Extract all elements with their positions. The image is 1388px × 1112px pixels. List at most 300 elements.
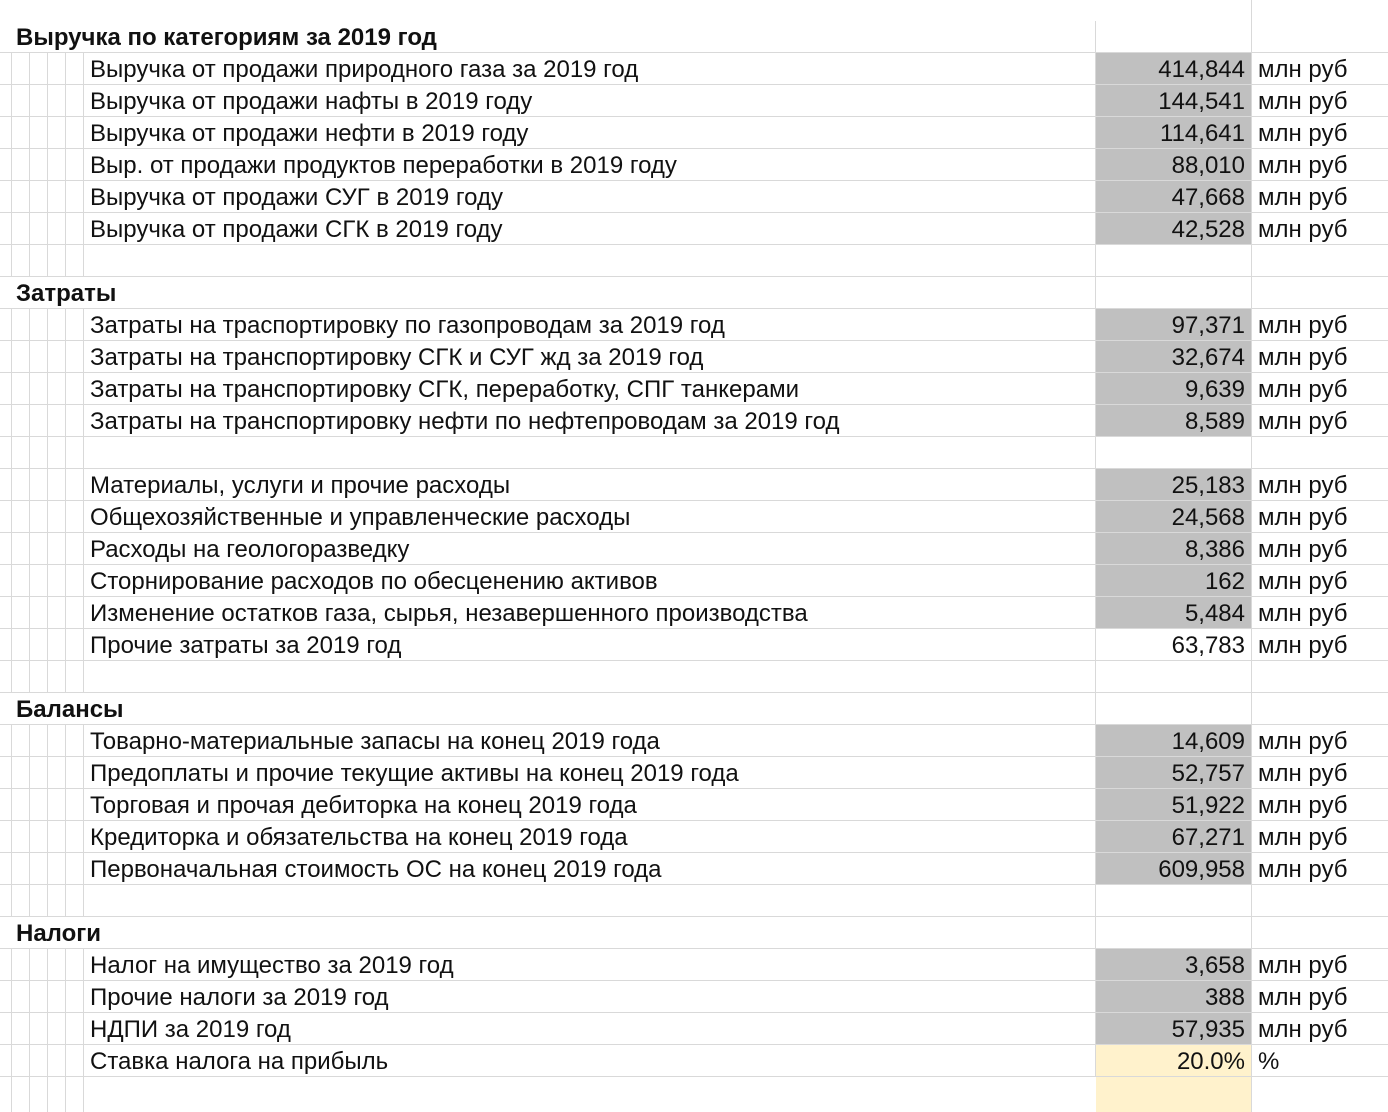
grid-cell[interactable] (0, 21, 12, 53)
data-row (0, 341, 1388, 373)
value-cell[interactable] (1096, 85, 1252, 117)
grid-cell[interactable] (30, 1045, 48, 1077)
grid-cell[interactable] (12, 245, 30, 277)
row-unit: млн руб (1258, 504, 1348, 531)
unit-cell[interactable] (1252, 117, 1388, 149)
label-cell[interactable] (84, 917, 1096, 949)
grid-cell[interactable] (0, 405, 12, 437)
grid-cell[interactable] (0, 565, 12, 597)
grid-cell[interactable] (30, 597, 48, 629)
data-row (0, 309, 1388, 341)
grid-cell[interactable] (48, 85, 66, 117)
grid-cell[interactable] (30, 53, 48, 85)
value-cell[interactable] (1096, 373, 1252, 405)
grid-cell[interactable] (12, 949, 30, 981)
label-cell[interactable] (84, 245, 1096, 277)
grid-cell[interactable] (48, 501, 66, 533)
unit-cell[interactable] (1252, 85, 1388, 117)
section-title: Затраты (16, 280, 117, 307)
label-cell[interactable] (84, 437, 1096, 469)
unit-cell[interactable] (1252, 597, 1388, 629)
data-row (0, 1013, 1388, 1045)
grid-cell[interactable] (66, 661, 84, 693)
row-unit: млн руб (1258, 792, 1348, 819)
grid-cell[interactable] (0, 693, 12, 725)
label-cell[interactable] (84, 373, 1096, 405)
value-cell[interactable] (1096, 757, 1252, 789)
value-cell[interactable] (1096, 213, 1252, 245)
grid-cell[interactable] (66, 469, 84, 501)
grid-cell[interactable] (30, 981, 48, 1013)
data-row (0, 981, 1388, 1013)
unit-cell[interactable] (1252, 149, 1388, 181)
grid-cell[interactable] (66, 85, 84, 117)
grid-cell[interactable] (48, 661, 66, 693)
grid-cell[interactable] (0, 661, 12, 693)
label-cell[interactable] (84, 853, 1096, 885)
grid-cell[interactable] (30, 853, 48, 885)
grid-cell[interactable] (30, 885, 48, 917)
label-cell[interactable] (84, 821, 1096, 853)
grid-cell[interactable] (30, 405, 48, 437)
value-cell[interactable] (1096, 149, 1252, 181)
row-label: Изменение остатков газа, сырья, незавершенного производства (90, 600, 808, 627)
grid-cell[interactable] (12, 629, 30, 661)
grid-cell[interactable] (30, 949, 48, 981)
unit-cell[interactable] (1252, 277, 1388, 309)
row-value: 47,668 (1171, 184, 1245, 211)
grid-cell[interactable] (0, 213, 12, 245)
data-row (0, 533, 1388, 565)
grid-cell[interactable] (0, 181, 12, 213)
grid-cell[interactable] (30, 629, 48, 661)
label-cell[interactable] (84, 981, 1096, 1013)
unit-cell[interactable] (1252, 789, 1388, 821)
label-cell[interactable] (84, 949, 1096, 981)
grid-cell[interactable] (48, 949, 66, 981)
row-value: 609,958 (1158, 856, 1245, 883)
grid-cell[interactable] (30, 149, 48, 181)
row-value: 144,541 (1158, 88, 1245, 115)
value-cell[interactable] (1096, 53, 1252, 85)
grid-cell[interactable] (12, 533, 30, 565)
grid-cell[interactable] (30, 117, 48, 149)
grid-cell[interactable] (48, 725, 66, 757)
grid-cell[interactable] (12, 181, 30, 213)
rate-cell-extension (0, 1077, 1388, 1112)
unit-cell[interactable] (1252, 661, 1388, 693)
grid-cell[interactable] (0, 949, 12, 981)
grid-cell[interactable] (0, 53, 12, 85)
grid-cell[interactable] (30, 821, 48, 853)
unit-cell[interactable] (1252, 821, 1388, 853)
unit-cell[interactable] (1252, 309, 1388, 341)
value-cell[interactable] (1096, 341, 1252, 373)
grid-cell[interactable] (0, 1077, 12, 1112)
grid-cell[interactable] (66, 373, 84, 405)
label-cell[interactable] (84, 597, 1096, 629)
label-cell[interactable] (84, 565, 1096, 597)
grid-cell[interactable] (12, 373, 30, 405)
grid-cell[interactable] (66, 885, 84, 917)
grid-cell[interactable] (48, 405, 66, 437)
label-cell[interactable] (84, 469, 1096, 501)
grid-cell[interactable] (66, 821, 84, 853)
grid-cell[interactable] (12, 117, 30, 149)
grid-cell[interactable] (66, 1013, 84, 1045)
value-cell[interactable] (1096, 21, 1252, 53)
grid-cell[interactable] (30, 85, 48, 117)
grid-cell[interactable] (48, 885, 66, 917)
row-label: Предоплаты и прочие текущие активы на конец 2019 года (90, 760, 739, 787)
label-cell[interactable] (84, 341, 1096, 373)
grid-cell[interactable] (12, 1077, 30, 1112)
unit-cell[interactable] (1252, 437, 1388, 469)
grid-cell[interactable] (0, 917, 12, 949)
grid-cell[interactable] (66, 213, 84, 245)
label-cell[interactable] (84, 1013, 1096, 1045)
label-cell[interactable] (84, 117, 1096, 149)
unit-cell[interactable] (1252, 1045, 1388, 1077)
value-cell[interactable] (1096, 821, 1252, 853)
grid-cell[interactable] (12, 981, 30, 1013)
grid-cell[interactable] (66, 565, 84, 597)
value-cell[interactable] (1096, 469, 1252, 501)
data-row (0, 725, 1388, 757)
grid-cell[interactable] (48, 757, 66, 789)
grid-cell[interactable] (12, 757, 30, 789)
grid-cell[interactable] (30, 213, 48, 245)
grid-cell[interactable] (30, 1013, 48, 1045)
unit-cell[interactable] (1252, 405, 1388, 437)
grid-cell[interactable] (30, 501, 48, 533)
value-cell[interactable] (1096, 277, 1252, 309)
grid-cell[interactable] (0, 245, 12, 277)
grid-cell[interactable] (0, 309, 12, 341)
grid-cell[interactable] (66, 533, 84, 565)
value-cell[interactable] (1096, 725, 1252, 757)
unit-cell[interactable] (1252, 21, 1388, 53)
data-row (0, 565, 1388, 597)
grid-cell[interactable] (0, 885, 12, 917)
grid-cell[interactable] (66, 981, 84, 1013)
value-cell[interactable] (1096, 693, 1252, 725)
grid-cell[interactable] (48, 629, 66, 661)
grid-cell[interactable] (0, 725, 12, 757)
grid-cell[interactable] (12, 725, 30, 757)
grid-cell[interactable] (12, 405, 30, 437)
grid-cell[interactable] (12, 821, 30, 853)
unit-cell[interactable] (1252, 853, 1388, 885)
grid-cell[interactable] (66, 149, 84, 181)
grid-cell[interactable] (12, 885, 30, 917)
grid-cell[interactable] (66, 341, 84, 373)
unit-cell[interactable] (1252, 373, 1388, 405)
label-cell[interactable] (84, 85, 1096, 117)
value-cell[interactable] (1096, 565, 1252, 597)
row-unit: млн руб (1258, 760, 1348, 787)
grid-cell[interactable] (30, 469, 48, 501)
grid-cell[interactable] (66, 501, 84, 533)
data-row (0, 629, 1388, 661)
unit-cell[interactable] (1252, 885, 1388, 917)
row-unit: млн руб (1258, 568, 1348, 595)
unit-cell[interactable] (1252, 469, 1388, 501)
label-cell[interactable] (84, 757, 1096, 789)
grid-cell[interactable] (48, 533, 66, 565)
value-cell[interactable] (1096, 533, 1252, 565)
grid-cell[interactable] (30, 309, 48, 341)
unit-cell[interactable] (1252, 533, 1388, 565)
grid-cell[interactable] (48, 469, 66, 501)
grid-cell[interactable] (0, 981, 12, 1013)
grid-cell[interactable] (48, 245, 66, 277)
grid-cell[interactable] (66, 405, 84, 437)
unit-cell[interactable] (1252, 501, 1388, 533)
grid-cell[interactable] (66, 789, 84, 821)
grid-cell[interactable] (48, 117, 66, 149)
grid-cell[interactable] (12, 597, 30, 629)
grid-cell[interactable] (0, 469, 12, 501)
rate-cell-fill[interactable] (1096, 1077, 1252, 1112)
grid-cell[interactable] (66, 1077, 84, 1112)
row-label: Сторнирование расходов по обесценению активов (90, 568, 658, 595)
grid-cell[interactable] (12, 789, 30, 821)
grid-cell[interactable] (66, 309, 84, 341)
value-cell[interactable] (1096, 949, 1252, 981)
grid-cell[interactable] (12, 437, 30, 469)
unit-cell[interactable] (1252, 917, 1388, 949)
row-unit: млн руб (1258, 632, 1348, 659)
value-cell[interactable] (1096, 245, 1252, 277)
grid-cell[interactable] (0, 85, 12, 117)
unit-cell[interactable] (1252, 213, 1388, 245)
grid-cell[interactable] (66, 117, 84, 149)
grid-cell[interactable] (66, 597, 84, 629)
grid-cell[interactable] (12, 501, 30, 533)
row-unit: млн руб (1258, 376, 1348, 403)
label-cell[interactable] (84, 661, 1096, 693)
label-cell[interactable] (84, 405, 1096, 437)
grid-cell[interactable] (66, 853, 84, 885)
label-cell[interactable] (84, 277, 1096, 309)
grid-cell[interactable] (48, 373, 66, 405)
grid-cell[interactable] (66, 725, 84, 757)
grid-cell[interactable] (0, 501, 12, 533)
value-cell[interactable] (1096, 917, 1252, 949)
grid-cell[interactable] (12, 149, 30, 181)
grid-cell[interactable] (12, 53, 30, 85)
grid-cell[interactable] (30, 565, 48, 597)
grid-cell[interactable] (66, 949, 84, 981)
value-cell[interactable] (1096, 629, 1252, 661)
grid-cell[interactable] (30, 661, 48, 693)
grid-cell[interactable] (66, 437, 84, 469)
value-cell[interactable] (1096, 853, 1252, 885)
label-cell[interactable] (84, 149, 1096, 181)
grid-cell[interactable] (66, 1045, 84, 1077)
grid-cell[interactable] (48, 1045, 66, 1077)
grid-cell[interactable] (12, 853, 30, 885)
grid-cell[interactable] (48, 53, 66, 85)
row-value: 388 (1204, 984, 1245, 1011)
grid-cell[interactable] (30, 757, 48, 789)
grid-cell[interactable] (12, 1045, 30, 1077)
grid-cell[interactable] (0, 373, 12, 405)
grid-cell[interactable] (0, 1013, 12, 1045)
row-label: Налог на имущество за 2019 год (90, 952, 454, 979)
row-value: 63,783 (1171, 632, 1245, 659)
data-row (0, 789, 1388, 821)
grid-cell[interactable] (0, 789, 12, 821)
grid-cell[interactable] (30, 373, 48, 405)
grid-cell[interactable] (48, 341, 66, 373)
grid-cell[interactable] (30, 437, 48, 469)
data-row (0, 949, 1388, 981)
grid-cell[interactable] (12, 1013, 30, 1045)
label-cell[interactable] (84, 885, 1096, 917)
row-value: 9,639 (1184, 376, 1245, 403)
row-label: Первоначальная стоимость ОС на конец 2019 года (90, 856, 662, 883)
grid-cell[interactable] (30, 245, 48, 277)
label-cell[interactable] (84, 533, 1096, 565)
row-unit: млн руб (1258, 856, 1348, 883)
grid-cell[interactable] (48, 981, 66, 1013)
grid-cell[interactable] (48, 1013, 66, 1045)
unit-cell[interactable] (1252, 981, 1388, 1013)
grid-cell[interactable] (48, 213, 66, 245)
grid-cell[interactable] (30, 725, 48, 757)
label-cell[interactable] (84, 693, 1096, 725)
unit-cell[interactable] (1252, 341, 1388, 373)
grid-cell[interactable] (0, 117, 12, 149)
grid-cell[interactable] (48, 309, 66, 341)
grid-cell[interactable] (48, 149, 66, 181)
grid-cell[interactable] (0, 853, 12, 885)
row-value: 51,922 (1171, 792, 1245, 819)
grid-cell[interactable] (48, 789, 66, 821)
grid-cell[interactable] (48, 437, 66, 469)
grid-cell[interactable] (12, 213, 30, 245)
row-value: 57,935 (1171, 1016, 1245, 1043)
label-cell[interactable] (84, 501, 1096, 533)
grid-cell[interactable] (48, 821, 66, 853)
row-value: 114,641 (1160, 120, 1245, 147)
value-cell[interactable] (1096, 1045, 1252, 1077)
row-value: 414,844 (1158, 56, 1245, 83)
value-cell[interactable] (1096, 885, 1252, 917)
label-cell[interactable] (84, 725, 1096, 757)
grid-cell[interactable] (0, 629, 12, 661)
row-unit: млн руб (1258, 984, 1348, 1011)
grid-cell[interactable] (12, 85, 30, 117)
unit-cell[interactable] (1252, 629, 1388, 661)
section-title: Балансы (16, 696, 124, 723)
grid-cell[interactable] (0, 757, 12, 789)
unit-cell[interactable] (1252, 1013, 1388, 1045)
label-cell[interactable] (84, 213, 1096, 245)
value-cell[interactable] (1096, 789, 1252, 821)
label-cell[interactable] (84, 181, 1096, 213)
label-cell[interactable] (84, 789, 1096, 821)
unit-cell[interactable] (1252, 693, 1388, 725)
grid-cell[interactable] (30, 789, 48, 821)
row-label: Расходы на геологоразведку (90, 536, 410, 563)
grid-cell[interactable] (48, 853, 66, 885)
grid-cell[interactable] (12, 565, 30, 597)
grid-cell[interactable] (12, 469, 30, 501)
label-cell[interactable] (84, 1045, 1096, 1077)
label-cell[interactable] (84, 53, 1096, 85)
grid-cell[interactable] (0, 437, 12, 469)
row-value: 8,589 (1184, 408, 1245, 435)
grid-cell[interactable] (0, 1045, 12, 1077)
value-cell[interactable] (1096, 0, 1252, 21)
unit-cell[interactable] (1252, 565, 1388, 597)
unit-cell[interactable] (1252, 245, 1388, 277)
grid-cell[interactable] (66, 629, 84, 661)
value-cell[interactable] (1096, 597, 1252, 629)
value-cell[interactable] (1096, 981, 1252, 1013)
value-cell[interactable] (1096, 501, 1252, 533)
grid-cell[interactable] (48, 597, 66, 629)
grid-cell[interactable] (66, 757, 84, 789)
row-unit: млн руб (1258, 952, 1348, 979)
grid-cell[interactable] (30, 533, 48, 565)
grid-cell[interactable] (0, 149, 12, 181)
unit-cell[interactable] (1252, 949, 1388, 981)
grid-cell[interactable] (12, 309, 30, 341)
grid-cell[interactable] (66, 181, 84, 213)
grid-cell[interactable] (48, 1077, 66, 1112)
data-row (0, 85, 1388, 117)
unit-cell[interactable] (1252, 53, 1388, 85)
grid-cell[interactable] (48, 181, 66, 213)
grid-cell[interactable] (30, 181, 48, 213)
grid-cell[interactable] (12, 341, 30, 373)
grid-cell[interactable] (30, 1077, 48, 1112)
grid-cell[interactable] (66, 245, 84, 277)
value-cell[interactable] (1096, 661, 1252, 693)
empty-row (0, 437, 1388, 469)
grid-cell[interactable] (66, 53, 84, 85)
unit-cell[interactable] (1252, 725, 1388, 757)
grid-cell[interactable] (0, 341, 12, 373)
value-cell[interactable] (1096, 309, 1252, 341)
section-header-row (0, 277, 1388, 309)
grid-cell[interactable] (12, 661, 30, 693)
row-label: Прочие затраты за 2019 год (90, 632, 402, 659)
row-unit: млн руб (1258, 536, 1348, 563)
grid-cell[interactable] (0, 277, 12, 309)
value-cell[interactable] (1096, 117, 1252, 149)
grid-cell[interactable] (0, 821, 12, 853)
grid-cell[interactable] (48, 565, 66, 597)
unit-cell[interactable] (1252, 181, 1388, 213)
value-cell[interactable] (1096, 1013, 1252, 1045)
grid-cell[interactable] (30, 341, 48, 373)
label-cell[interactable] (84, 309, 1096, 341)
label-cell[interactable] (84, 629, 1096, 661)
row-unit: млн руб (1258, 216, 1348, 243)
unit-cell[interactable] (1252, 757, 1388, 789)
grid-cell[interactable] (0, 597, 12, 629)
value-cell[interactable] (1096, 437, 1252, 469)
grid-cell[interactable] (0, 533, 12, 565)
value-cell[interactable] (1096, 405, 1252, 437)
value-cell[interactable] (1096, 181, 1252, 213)
row-unit: млн руб (1258, 184, 1348, 211)
